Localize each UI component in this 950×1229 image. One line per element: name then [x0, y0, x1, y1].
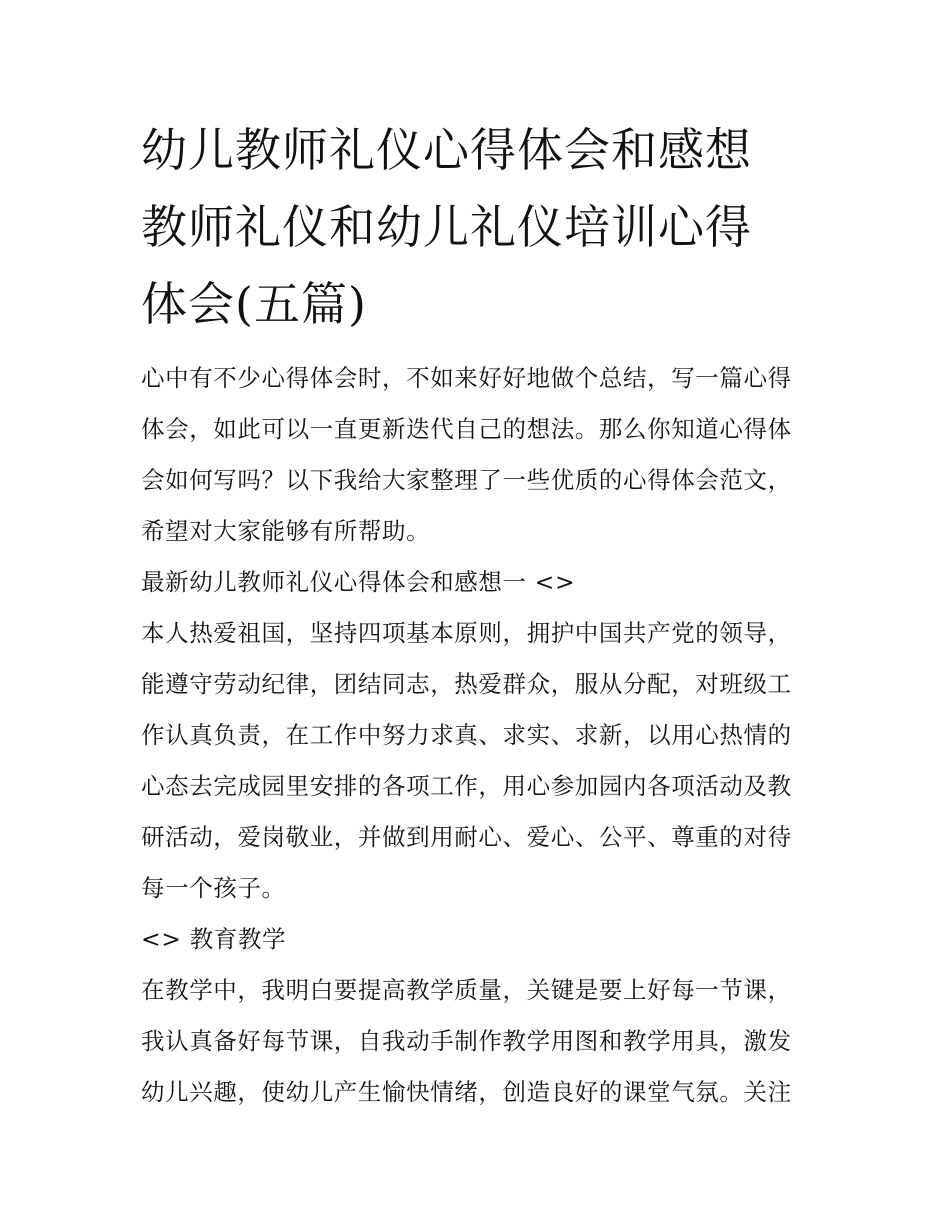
document-page [141, 112, 813, 1118]
subheading: <> 教育教学 [141, 925, 287, 953]
text-line: 在教学中，我明白要提高教学质量，关键是要上好每一节课， [141, 976, 792, 1004]
text-line: 能遵守劳动纪律，团结同志，热爱群众，服从分配，对班级工 [141, 670, 792, 698]
text-line: 我认真备好每节课，自我动手制作教学用图和教学用具，激发 [141, 1027, 792, 1055]
title-line: 体会(五篇) [141, 277, 367, 331]
text-line: 会如何写吗？以下我给大家整理了一些优质的心得体会范文， [141, 466, 792, 494]
text-line: 本人热爱祖国，坚持四项基本原则，拥护中国共产党的领导， [141, 619, 792, 647]
text-line: 心中有不少心得体会时，不如来好好地做个总结，写一篇心得 [141, 364, 792, 392]
text-line: 体会，如此可以一直更新迭代自己的想法。那么你知道心得体 [141, 415, 792, 443]
title-line: 教师礼仪和幼儿礼仪培训心得 [141, 200, 752, 254]
section1-paragraph [141, 608, 813, 914]
intro-paragraph [141, 353, 813, 557]
section-heading: 最新幼儿教师礼仪心得体会和感想一 <> [141, 568, 576, 596]
text-line: 研活动，爱岗敬业，并做到用耐心、爱心、公平、尊重的对待 [141, 823, 792, 851]
text-line: 希望对大家能够有所帮助。 [141, 517, 431, 545]
text-line: 幼儿兴趣，使幼儿产生愉快情绪，创造良好的课堂气氛。关注 [141, 1078, 792, 1106]
section2-paragraph [141, 965, 813, 1118]
text-line: 每一个孩子。 [141, 874, 286, 902]
text-line: 心态去完成园里安排的各项工作，用心参加园内各项活动及教 [141, 772, 792, 800]
text-line: 作认真负责，在工作中努力求真、求实、求新，以用心热情的 [141, 721, 792, 749]
document-title [141, 112, 813, 343]
title-line: 幼儿教师礼仪心得体会和感想 [141, 123, 752, 177]
